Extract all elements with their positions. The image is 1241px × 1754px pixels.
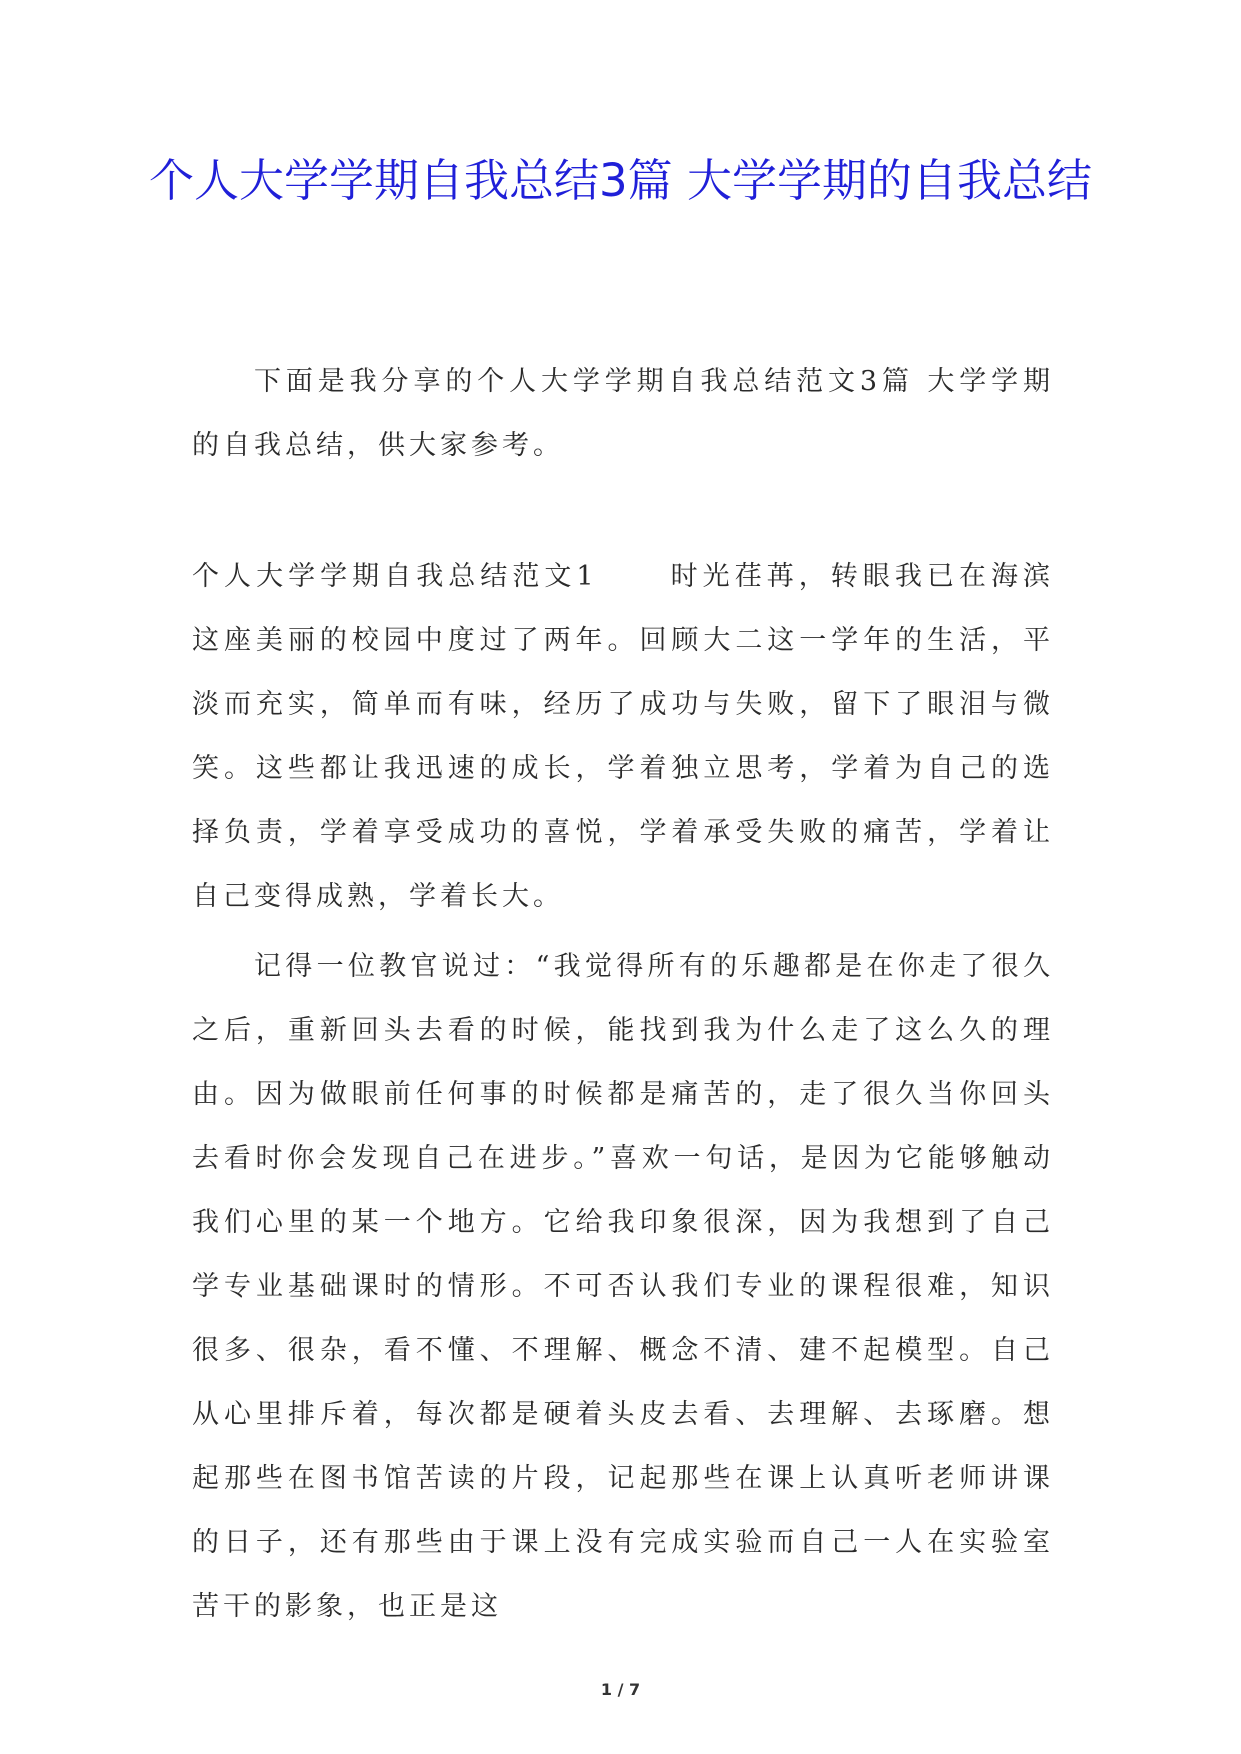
page-number: 1 / 7 (600, 1680, 641, 1699)
section-1-paragraph-1 (192, 545, 1054, 929)
document-title: 个人大学学期自我总结3篇 大学学期的自我总结 (149, 154, 1092, 207)
section-1-paragraph-1-text: 时光荏苒，转眼我已在海滨这座美丽的校园中度过了两年。回顾大二这一学年的生活，平淡而充实，简单而有味，经历了成功与失败，留下了眼泪与微笑。这些都让我迅速的成长，学着独立思考，学着为自己的选择负责，学着享受成功的喜悦，学着承受失败的痛苦，学着让自己变得成熟，学着长大。 (192, 561, 1054, 912)
intro-paragraph: 下面是我分享的个人大学学期自我总结范文3篇 大学学期的自我总结，供大家参考。 (192, 366, 1054, 461)
section-1-heading: 个人大学学期自我总结范文1 (192, 561, 598, 592)
section-1-paragraph-2: 记得一位教官说过：“我觉得所有的乐趣都是在你走了很久之后，重新回头去看的时候，能找到我为什么走了这么久的理由。因为做眼前任何事的时候都是痛苦的，走了很久当你回头去看时你会发现自己在进步。”喜欢一句话，是因为它能够触动我们心里的某一个地方。它给我印象很深，因为我想到了自己学专业基础课时的情形。不可否认我们专业的课程很难，知识很多、很杂，看不懂、不理解、概念不清、建不起模型。自己从心里排斥着，每次都是硬着头皮去看、去理解、去琢磨。想起那些在图书馆苦读的片段，记起那些在课上认真听老师讲课的日子，还有那些由于课上没有完成实验而自己一人在实验室苦干的影象，也正是这 (192, 951, 1054, 1622)
